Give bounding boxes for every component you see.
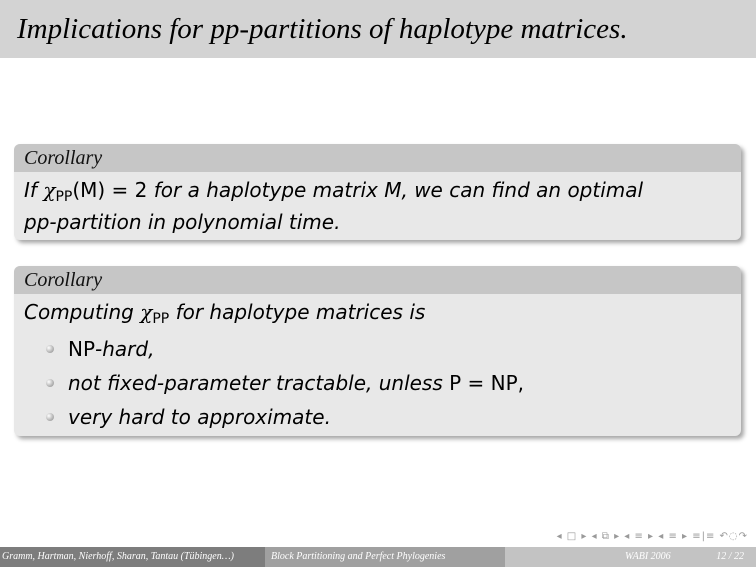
item-italic: very hard to approximate. <box>68 405 331 429</box>
footer <box>0 547 756 567</box>
chi-argument: (M) = 2 <box>72 178 148 202</box>
block-header <box>14 266 741 294</box>
text-for-haplotype: for haplotype matrices is <box>175 300 426 324</box>
list-item <box>24 366 731 400</box>
bullet-icon <box>46 379 54 387</box>
text-computing: Computing <box>24 300 134 324</box>
item-italic: not fixed-parameter tractable, unless <box>68 371 443 395</box>
corollary-line-1 <box>24 176 731 208</box>
item-upright: NP <box>68 337 96 361</box>
slide-title: Implications for pp-partitions of haplotype matrices. <box>17 13 628 45</box>
footer-conference: WABI 2006 <box>625 551 671 562</box>
item-tail: P = NP, <box>442 371 525 395</box>
list-item <box>24 332 731 366</box>
block-body <box>14 294 741 442</box>
chi-symbol: χ <box>140 300 153 324</box>
text-if: If <box>24 178 37 202</box>
list-item <box>24 400 731 434</box>
corollary-block-1 <box>14 144 741 240</box>
footer-talk-title: Block Partitioning and Perfect Phylogenies <box>265 547 505 567</box>
title-bar <box>0 0 756 58</box>
footer-page-number: 12 / 22 <box>716 551 744 562</box>
intro-line <box>24 298 731 330</box>
bullet-icon <box>46 345 54 353</box>
chi-subscript: PP <box>55 189 73 205</box>
bullet-list <box>24 332 731 434</box>
bullet-icon <box>46 413 54 421</box>
block-header <box>14 144 741 172</box>
beamer-navigation-icons[interactable]: ◂ □ ▸ ◂ ⧉ ▸ ◂ ≡ ▸ ◂ ≡ ▸ ≡|≡ ↶◌↷ <box>556 531 748 542</box>
footer-right <box>505 547 756 567</box>
footer-authors: Gramm, Hartman, Nierhoff, Sharan, Tantau (Tübingen…) <box>0 547 265 567</box>
chi-subscript: PP <box>152 311 170 327</box>
corollary-line-2: pp-partition in polynomial time. <box>24 210 341 234</box>
block-body <box>14 172 741 245</box>
item-italic: -hard, <box>95 337 155 361</box>
block-title: Corollary <box>24 147 103 169</box>
chi-symbol: χ <box>43 178 56 202</box>
text-rest: for a haplotype matrix M, we can find an optimal <box>153 178 644 202</box>
corollary-block-2 <box>14 266 741 436</box>
block-title: Corollary <box>24 269 103 291</box>
